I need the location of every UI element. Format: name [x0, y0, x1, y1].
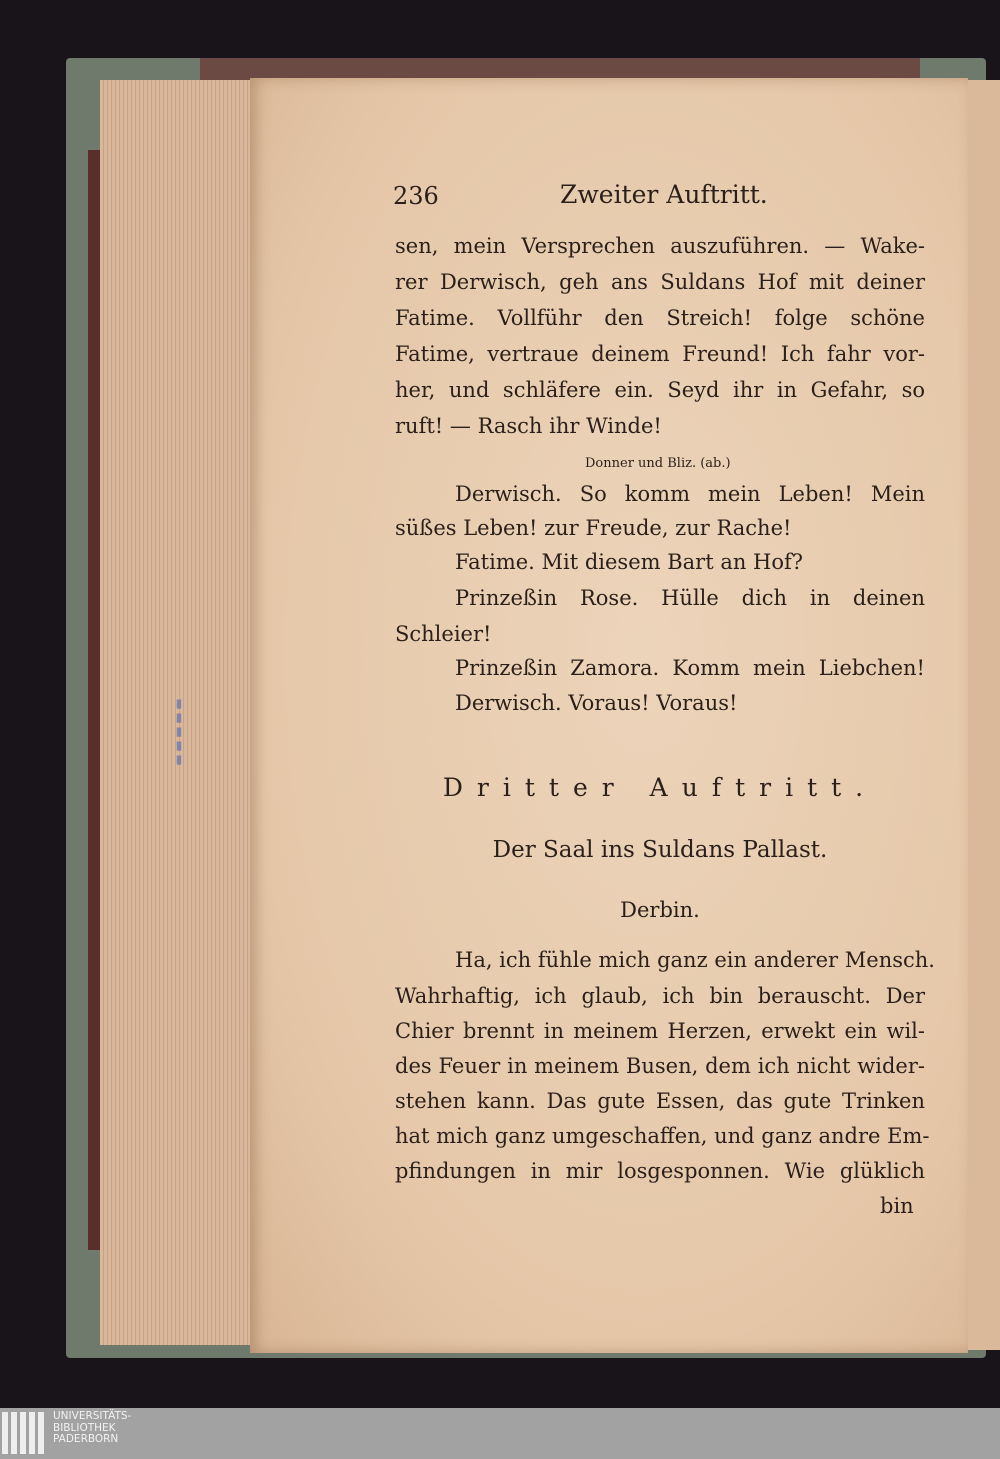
library-name-line: UNIVERSITÄTS-: [53, 1410, 132, 1422]
text-line: Fatime, vertraue deinem Freund! Ich fahr vor-: [395, 342, 925, 366]
paragraph-line: stehen kann. Das gute Essen, das gute Trinken: [395, 1089, 925, 1113]
paragraph-line: Chier brennt in meinem Herzen, erwekt ein wil-: [395, 1019, 925, 1043]
book-cover-leather-top: [200, 58, 920, 80]
paragraph-line: hat mich ganz umgeschaffen, und ganz andre Em-: [395, 1124, 930, 1148]
dialogue-line: Prinzeßin Zamora. Komm mein Liebchen!: [455, 656, 925, 680]
running-head: Zweiter Auftritt.: [560, 180, 768, 209]
text-line: ruft! — Rasch ihr Winde!: [395, 414, 662, 438]
dialogue-line: Fatime. Mit diesem Bart an Hof?: [455, 550, 804, 574]
paragraph-line: pfindungen in mir losgesponnen. Wie glüklich: [395, 1159, 925, 1183]
library-name: [53, 1411, 131, 1446]
dialogue-line: Prinzeßin Rose. Hülle dich in deinen: [455, 586, 925, 610]
paragraph-line: Ha, ich fühle mich ganz ein anderer Mensch.: [455, 948, 935, 972]
facing-page-edge: [968, 80, 1000, 1350]
catchword: bin: [880, 1194, 914, 1218]
paragraph-line: des Feuer in meinem Busen, dem ich nicht wider-: [395, 1054, 925, 1078]
paragraph-line: Wahrhaftig, ich glaub, ich bin berauscht. Der: [395, 984, 925, 1008]
text-line: her, und schläfere ein. Seyd ihr in Gefahr, so: [395, 378, 925, 402]
dialogue-line: süßes Leben! zur Freude, zur Rache!: [395, 516, 792, 540]
library-logo-icon: [2, 1412, 47, 1458]
library-name-line: BIBLIOTHEK: [53, 1421, 116, 1434]
scene-title: Dritter Auftritt.: [442, 773, 878, 802]
dialogue-line: Derwisch. So komm mein Leben! Mein: [455, 482, 925, 506]
text-line: sen, mein Versprechen auszuführen. — Wake-: [395, 234, 925, 258]
dialogue-line: Schleier!: [395, 622, 492, 646]
text-line: Fatime. Vollführ den Streich! folge schöne: [395, 306, 925, 330]
page-number: 236: [393, 182, 439, 210]
library-name-line: PADERBORN: [53, 1433, 119, 1445]
speaker-name: Derbin.: [620, 898, 700, 922]
library-stamp: ▮▮▮▮▮: [172, 698, 186, 768]
scene-setting: Der Saal ins Suldans Pallast.: [492, 837, 828, 863]
stage-direction: Donner und Bliz. (ab.): [585, 456, 731, 471]
library-footer-bar: [0, 1408, 1000, 1459]
dialogue-line: Derwisch. Voraus! Voraus!: [455, 691, 738, 715]
text-line: rer Derwisch, geh ans Suldans Hof mit deiner: [395, 270, 925, 294]
